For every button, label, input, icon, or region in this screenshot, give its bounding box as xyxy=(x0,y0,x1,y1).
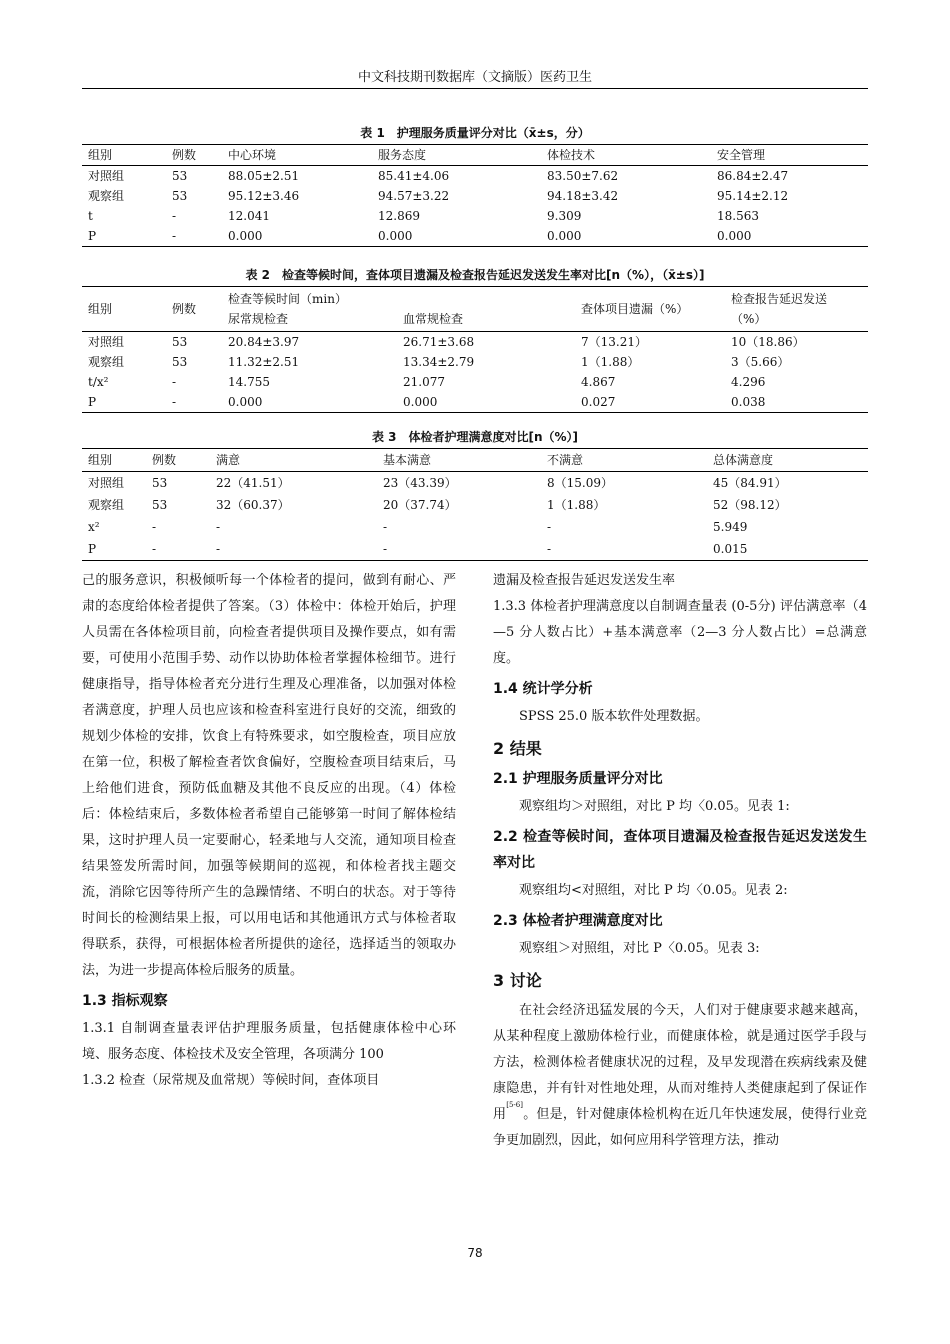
body-paragraph: SPSS 25.0 版本软件处理数据。 xyxy=(519,709,709,724)
table-row xyxy=(82,166,868,187)
table-row xyxy=(82,472,868,495)
header-cell: 组别 xyxy=(82,449,146,472)
cell: 0.015 xyxy=(707,538,868,561)
header-cell-delay xyxy=(725,287,868,332)
table2 xyxy=(82,286,868,413)
cell: 95.12±3.46 xyxy=(228,189,300,203)
cell: 21.077 xyxy=(403,375,445,389)
cell: - xyxy=(216,520,221,534)
cell: 53 xyxy=(172,189,188,203)
cell: - xyxy=(547,520,552,534)
cell: P xyxy=(82,538,146,561)
body-paragraph: 观察组＞对照组，对比 P〈0.05。见表 3: xyxy=(519,941,760,956)
body-paragraph: 观察组均<对照组，对比 P 均〈0.05。见表 2: xyxy=(519,883,788,898)
header-cell: 总体满意度 xyxy=(707,449,868,472)
header-urine: 尿常规检查 xyxy=(228,312,289,326)
cell: x² xyxy=(88,520,100,534)
body-paragraph xyxy=(493,998,867,1154)
cell: 14.755 xyxy=(228,375,270,389)
header-wait-label: 检查等候时间（min） xyxy=(228,292,347,306)
running-header: 中文科技期刊数据库（文摘版）医药卫生 xyxy=(357,70,592,85)
header-delay-line1: 检查报告延迟发送 xyxy=(731,292,828,306)
cell: 7（13.21） xyxy=(581,335,647,349)
header-cell-wait xyxy=(222,287,575,332)
cell: 94.18±3.42 xyxy=(547,189,619,203)
header-cell: 基本满意 xyxy=(377,449,541,472)
cell: 8（15.09） xyxy=(547,476,613,490)
header-blood: 血常规检查 xyxy=(403,312,464,326)
cell: 95.14±2.12 xyxy=(717,189,789,203)
section-heading-3: 3 讨论 xyxy=(493,971,542,990)
table1-caption: 表 1 护理服务质量评分对比（x̄±s，分） xyxy=(360,126,590,140)
cell: - xyxy=(166,392,222,413)
cell: 对照组 xyxy=(88,476,125,490)
cell: 23（43.39） xyxy=(383,476,457,490)
cell: 83.50±7.62 xyxy=(547,169,619,183)
cell: - xyxy=(377,538,541,561)
cell: 85.41±4.06 xyxy=(378,169,450,183)
table-row xyxy=(82,494,868,516)
cell: - xyxy=(146,538,210,561)
cell: t xyxy=(88,209,93,223)
cell: 对照组 xyxy=(88,169,125,183)
cell: 观察组 xyxy=(88,498,125,512)
table-header-row xyxy=(82,287,868,332)
section-heading-2: 2 结果 xyxy=(493,739,542,758)
cell: - xyxy=(210,538,377,561)
cell: 53 xyxy=(152,476,168,490)
header-delay-line2: （%） xyxy=(731,312,767,326)
section-heading-2-1: 2.1 护理服务质量评分对比 xyxy=(493,771,663,787)
section-heading-2-3: 2.3 体检者护理满意度对比 xyxy=(493,913,663,929)
body-paragraph: 己的服务意识，积极倾听每一个体检者的提问，做到有耐心、严肃的态度给体检者提供了答案。（3）体检中：体检开始后，护理人员需在各体检项目前，向检查者提供项目及操作要点，如有需要，可使用小范围手势、动作以协助体检者掌握体检细节。进行健康指导，指导体检者充分进行生理及心理准备，以加强对体检者满意度，护理人员也应该和检查科室进行良好的交流，细致的规划少体检的安排，饮食上有特殊要求，如空腹检查，项目应放在第一位，积极了解检查者饮食偏好，空腹检查项目结束后，马上给他们进食，预防低血糖及其他不良反应的出现。（4）体检后：体检结束后，多数体检者希望自己能够第一时间了解体检结果，这时护理人员一定要耐心，轻柔地与人交流，通知项目检查结果签发所需时间，加强等候期间的巡视，和体检者找主题交流，消除它因等待所产生的急躁情绪、不明白的状态。对于等待时间长的检测结果上报，可以用电话和其他通讯方式与体检者取得联系，获得，可根据体检者所提供的途径，选择适当的领取办法，为进一步提高体检后服务的质量。 xyxy=(82,573,456,978)
cell: - xyxy=(152,520,157,534)
body-paragraph: 1.3.2 检查（尿常规及血常规）等候时间，查体项目 xyxy=(82,1073,380,1088)
table3 xyxy=(82,448,868,561)
cell: 0.038 xyxy=(725,392,868,413)
cell: P xyxy=(82,392,166,413)
cell: 观察组 xyxy=(88,355,125,369)
right-column xyxy=(493,568,867,1154)
table-row xyxy=(82,372,868,392)
cell: 52（98.12） xyxy=(713,498,787,512)
cell: 0.000 xyxy=(222,226,372,247)
cell: 53 xyxy=(152,498,168,512)
cell: 94.57±3.22 xyxy=(378,189,450,203)
left-column xyxy=(82,568,456,1094)
header-cell: 体检技术 xyxy=(541,145,711,166)
cell: 观察组 xyxy=(88,189,125,203)
table-header-row xyxy=(82,145,868,166)
section-heading-1-4: 1.4 统计学分析 xyxy=(493,681,593,697)
header-cell: 查体项目遗漏（%） xyxy=(575,287,725,332)
cell: 12.869 xyxy=(378,209,420,223)
cell: 4.296 xyxy=(731,375,766,389)
cell: 4.867 xyxy=(581,375,616,389)
cell: 32（60.37） xyxy=(216,498,290,512)
cell: - xyxy=(172,375,177,389)
header-cell: 例数 xyxy=(166,287,222,332)
table2-caption: 表 2 检查等候时间，查体项目遗漏及检查报告延迟发送发生率对比[n（%），（x̄±s）] xyxy=(245,268,705,282)
section-heading-2-2: 2.2 检查等候时间，查体项目遗漏及检查报告延迟发送发生率对比 xyxy=(493,829,867,871)
table-row xyxy=(82,226,868,247)
header-cell: 例数 xyxy=(146,449,210,472)
table-header-row xyxy=(82,449,868,472)
cell: P xyxy=(82,226,166,247)
header-cell: 安全管理 xyxy=(711,145,868,166)
cell: 5.949 xyxy=(713,520,748,534)
cell: 10（18.86） xyxy=(731,335,805,349)
header-rule xyxy=(82,88,868,89)
header-cell: 满意 xyxy=(210,449,377,472)
citation-ref: [5-6] xyxy=(506,1101,523,1109)
section-heading-1-3: 1.3 指标观察 xyxy=(82,993,168,1009)
cell: - xyxy=(383,520,388,534)
table-row xyxy=(82,332,868,353)
table-row xyxy=(82,392,868,413)
cell: 20（37.74） xyxy=(383,498,457,512)
table3-caption: 表 3 体检者护理满意度对比[n（%）] xyxy=(371,430,579,444)
cell: 11.32±2.51 xyxy=(228,355,300,369)
table-row xyxy=(82,516,868,538)
cell: 13.34±2.79 xyxy=(403,355,475,369)
cell: 53 xyxy=(172,169,188,183)
table-row xyxy=(82,352,868,372)
cell: - xyxy=(541,538,707,561)
table-row xyxy=(82,186,868,206)
cell: 3（5.66） xyxy=(731,355,790,369)
cell: 26.71±3.68 xyxy=(403,335,475,349)
cell: - xyxy=(172,209,177,223)
header-cell: 组别 xyxy=(82,287,166,332)
cell: 0.000 xyxy=(541,226,711,247)
page-number: 78 xyxy=(467,1246,483,1260)
header-cell: 中心环境 xyxy=(222,145,372,166)
header-cell: 不满意 xyxy=(541,449,707,472)
cell: 53 xyxy=(172,355,188,369)
body-paragraph: 1.3.1 自制调查量表评估护理服务质量，包括健康体检中心环境、服务态度、体检技术及安全管理，各项满分 100 xyxy=(82,1021,456,1062)
cell: 18.563 xyxy=(717,209,759,223)
cell: - xyxy=(166,226,222,247)
table-row xyxy=(82,538,868,561)
cell: t/x² xyxy=(88,375,109,389)
cell: 1（1.88） xyxy=(547,498,606,512)
header-cell: 服务态度 xyxy=(372,145,541,166)
discussion-text-b: 。但是，针对健康体检机构在近几年快速发展，使得行业竞争更加剧烈，因此，如何应用科学管理方法，推动 xyxy=(493,1107,867,1148)
header-cell: 组别 xyxy=(82,145,166,166)
body-paragraph: 观察组均＞对照组，对比 P 均〈0.05。见表 1: xyxy=(519,799,790,814)
cell: 0.000 xyxy=(397,392,575,413)
cell: 对照组 xyxy=(88,335,125,349)
cell: 88.05±2.51 xyxy=(228,169,300,183)
cell: 12.041 xyxy=(228,209,270,223)
body-paragraph: 遗漏及检查报告延迟发送发生率 xyxy=(493,573,676,588)
table-row xyxy=(82,206,868,226)
cell: 53 xyxy=(172,335,188,349)
cell: 22（41.51） xyxy=(216,476,290,490)
cell: 0.000 xyxy=(372,226,541,247)
discussion-text-a: 在社会经济迅猛发展的今天，人们对于健康要求越来越高，从某种程度上激励体检行业，而健康体检，就是通过医学手段与方法，检测体检者健康状况的过程，及早发现潜在疾病线索及健康隐患，并有针对性地处理，从而对维持人类健康起到了保证作用 xyxy=(493,1003,867,1122)
cell: 0.000 xyxy=(222,392,397,413)
cell: 45（84.91） xyxy=(713,476,787,490)
cell: 86.84±2.47 xyxy=(717,169,789,183)
header-cell: 例数 xyxy=(166,145,222,166)
table1 xyxy=(82,144,868,247)
cell: 0.000 xyxy=(711,226,868,247)
cell: 0.027 xyxy=(575,392,725,413)
cell: 20.84±3.97 xyxy=(228,335,300,349)
cell: 9.309 xyxy=(547,209,582,223)
cell: 1（1.88） xyxy=(581,355,640,369)
body-paragraph: 1.3.3 体检者护理满意度以自制调查量表 (0-5分) 评估满意率（4—5 分人数占比）+基本满意率（2—3 分人数占比）=总满意度。 xyxy=(493,599,867,666)
